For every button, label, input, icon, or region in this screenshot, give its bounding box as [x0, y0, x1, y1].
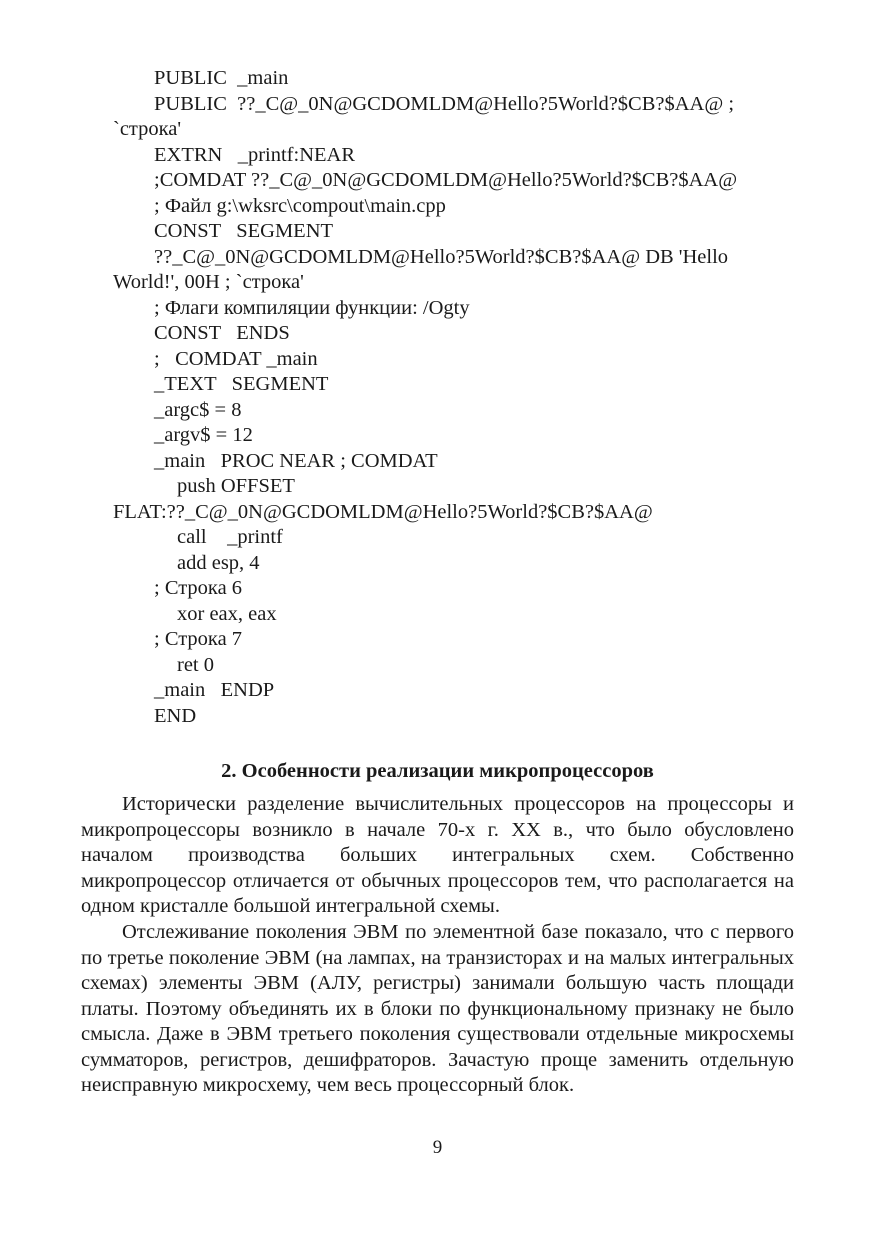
- page-number: 9: [432, 1137, 443, 1158]
- code-line: ??_C@_0N@GCDOMLDM@Hello?5World?$CB?$AA@ DB 'Hello: [154, 246, 729, 268]
- code-line: ; COMDAT _main: [154, 348, 318, 370]
- code-line: _argv$ = 12: [154, 424, 253, 446]
- section-heading: 2. Особенности реализации микропроцессоров: [221, 760, 654, 782]
- code-line: _argc$ = 8: [154, 399, 242, 421]
- code-line: _main ENDP: [154, 679, 275, 701]
- code-line: PUBLIC ??_C@_0N@GCDOMLDM@Hello?5World?$CB?$AA@ ;: [154, 93, 735, 115]
- code-line: `строка': [113, 118, 182, 140]
- code-line: ; Файл g:\wksrc\compout\main.cpp: [154, 195, 446, 217]
- code-line: ; Строка 7: [154, 628, 243, 650]
- body-paragraph: Исторически разделение вычислительных процессоров на процессоры и микропроцессоры возникло в начале 70-х г. XX в., что было обусловлено началом производства больших интегральных схем. Собственно микропроцессор отличается от обычных процессоров тем, что располагается на одном кристалле большой интегральной схемы.: [81, 793, 794, 917]
- code-line: _main PROC NEAR ; COMDAT: [154, 450, 438, 472]
- code-line: EXTRN _printf:NEAR: [154, 144, 355, 166]
- code-line: ; Флаги компиляции функции: /Ogty: [154, 297, 470, 319]
- body-paragraph: Отслеживание поколения ЭВМ по элементной базе показало, что с первого по третье поколение ЭВМ (на лампах, на транзисторах и на малых интегральных схемах) элементы ЭВМ (АЛУ, регистры) занимали большую часть площади платы. Поэтому объединять их в блоки по функциональному признаку не было смысла. Даже в ЭВМ третьего поколения существовали отдельные микросхемы сумматоров, регистров, дешифраторов. Зачастую проще заменить отдельную неисправную микросхему, чем весь процессорный блок.: [81, 921, 794, 1096]
- code-line: World!', 00H ; `строка': [113, 271, 304, 293]
- code-line: _TEXT SEGMENT: [154, 373, 329, 395]
- code-line: CONST SEGMENT: [154, 220, 334, 242]
- code-line: xor eax, eax: [177, 603, 277, 625]
- code-line: push OFFSET: [177, 475, 295, 497]
- code-line: CONST ENDS: [154, 322, 290, 344]
- code-line: FLAT:??_C@_0N@GCDOMLDM@Hello?5World?$CB?$AA@: [113, 501, 653, 523]
- code-line: ; Строка 6: [154, 577, 243, 599]
- code-line: PUBLIC _main: [154, 67, 289, 89]
- code-line: ;COMDAT ??_C@_0N@GCDOMLDM@Hello?5World?$CB?$AA@: [154, 169, 738, 191]
- code-line: END: [154, 705, 197, 727]
- code-line: add esp, 4: [177, 552, 260, 574]
- code-line: call _printf: [177, 526, 283, 548]
- code-line: ret 0: [177, 654, 214, 676]
